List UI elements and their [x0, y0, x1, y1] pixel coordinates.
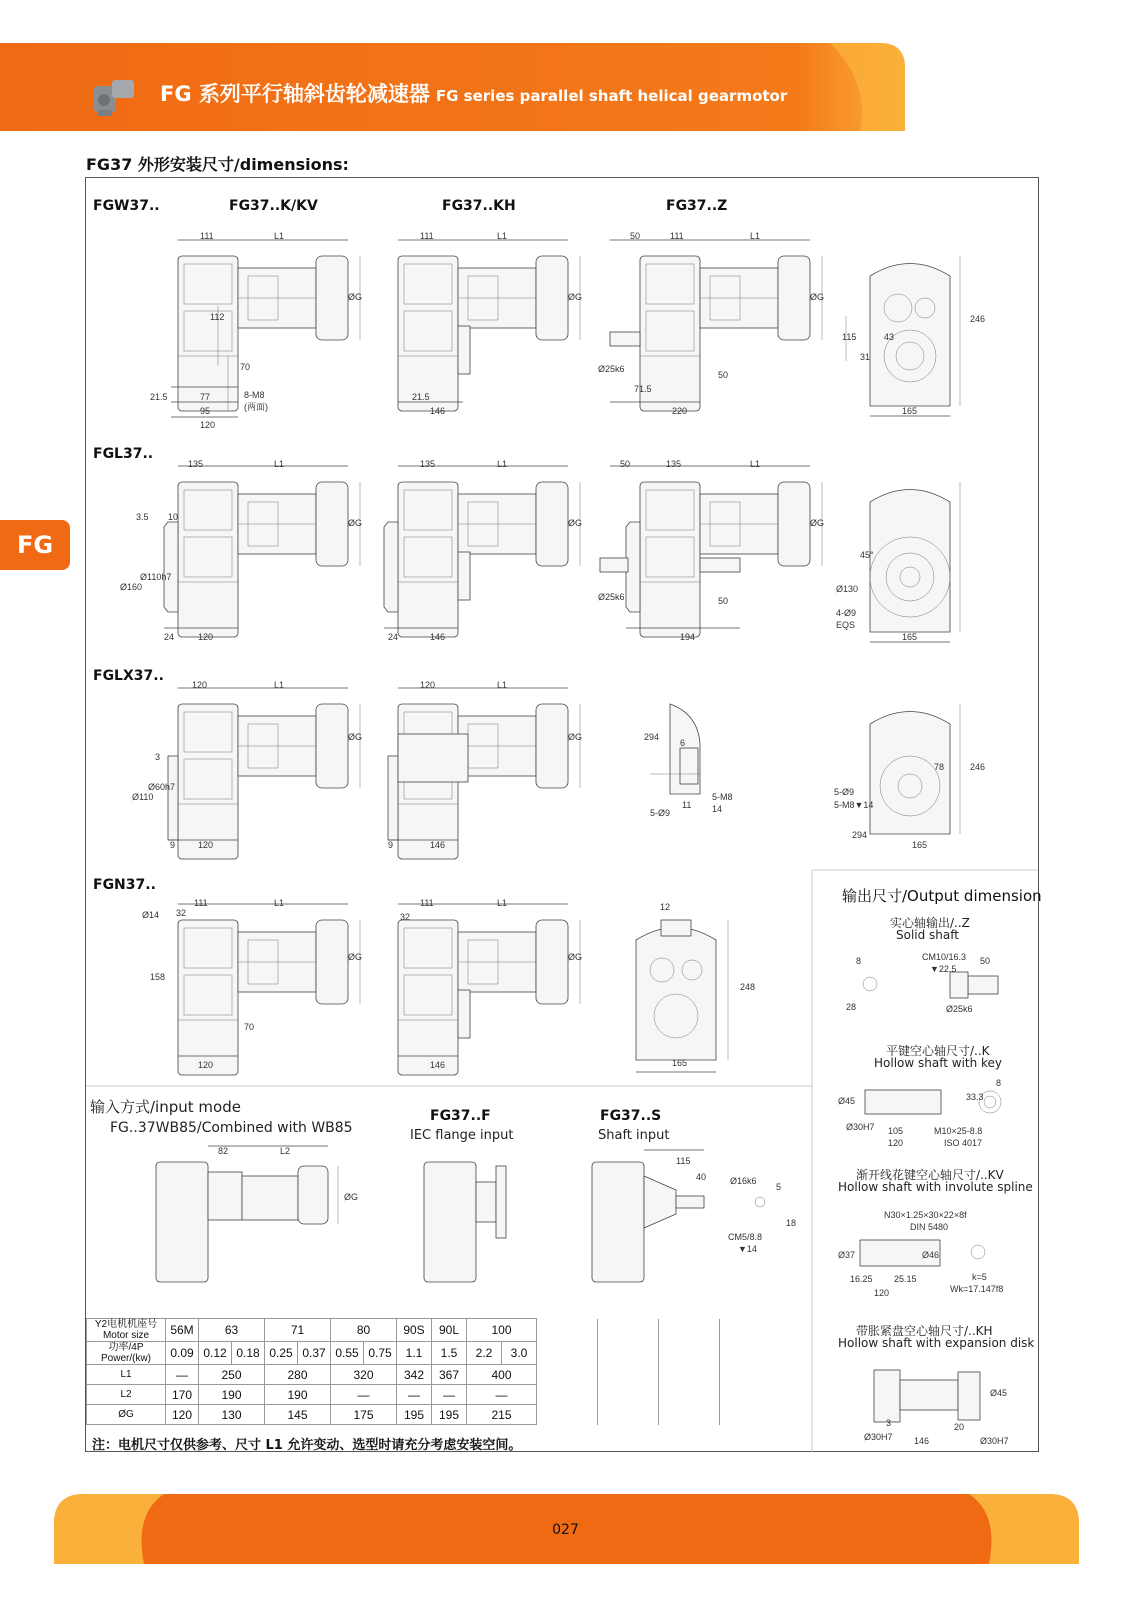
dim-s-5: 5	[776, 1182, 782, 1192]
table-header-power: 功率/4P Power/(kw)	[87, 1342, 166, 1365]
table-cell: 90S	[397, 1319, 432, 1342]
dim-kh-146: 146	[430, 406, 446, 416]
dim-112: 112	[210, 312, 225, 322]
dim-kh-L1: L1	[497, 231, 508, 241]
table-cell: 170	[166, 1385, 199, 1405]
table-row	[87, 1319, 781, 1342]
dim-lf-eqs: EQS	[836, 620, 856, 630]
dim-n-70: 70	[244, 1022, 255, 1032]
dim-dk-30b: Ø30H7	[980, 1436, 1009, 1446]
dim-dk-3: 3	[886, 1418, 892, 1428]
dim-G: ØG	[348, 292, 363, 302]
table-cell: 120	[166, 1405, 199, 1425]
dim-k-105: 105	[888, 1126, 904, 1136]
table-header-l1: L1	[87, 1365, 166, 1385]
dim-x-G: ØG	[348, 732, 363, 742]
dim-n2-L1: L1	[497, 898, 508, 908]
dim-70: 70	[240, 362, 251, 372]
dim-f-31: 31	[860, 352, 871, 362]
dim-sp-46: Ø46	[922, 1250, 940, 1260]
dim-x4-294: 294	[852, 830, 868, 840]
dim-x3-14: 14	[712, 804, 723, 814]
table-cell: 130	[199, 1405, 265, 1425]
input-mode-title: 输入方式/input mode	[90, 1098, 241, 1116]
label-fglx37: FGLX37..	[93, 668, 164, 684]
table-cell: 342	[397, 1365, 432, 1385]
dim-x4-78: 78	[934, 762, 945, 772]
dim-s-115: 115	[676, 1156, 691, 1166]
dim-o-22-5: ▼22.5	[930, 964, 957, 974]
drawing-fglx37-a	[168, 688, 363, 859]
drawing-hollow-disk	[874, 1370, 980, 1422]
label-fgl37: FGL37..	[93, 446, 154, 462]
dim-kh-111: 111	[420, 231, 434, 241]
drawing-fg37-front	[846, 256, 960, 416]
dim-n3-165: 165	[672, 1058, 688, 1068]
dim-l-160: Ø160	[120, 582, 143, 592]
table-cell: —	[432, 1385, 467, 1405]
dim-l-10: 10	[168, 512, 179, 522]
table-cell: 195	[397, 1405, 432, 1425]
dim-sp-n30: N30×1.25×30×22×8f	[884, 1210, 967, 1220]
dim-95: 95	[200, 406, 211, 416]
dim-x-110: Ø110	[132, 792, 154, 802]
dim-n-158: 158	[150, 972, 166, 982]
dim-8-m8: 8-M8	[244, 390, 265, 400]
dim-l3-50: 50	[620, 459, 631, 469]
dim-111: 111	[200, 231, 214, 241]
table-cell: 71	[265, 1319, 331, 1342]
output-solid-cn: 实心轴输出/..Z	[890, 916, 970, 930]
dim-x2-G: ØG	[568, 732, 583, 742]
table-cell: 280	[265, 1365, 331, 1385]
drawing-wb85	[156, 1146, 338, 1282]
table-row	[87, 1405, 781, 1425]
dim-x-9: 9	[170, 840, 176, 850]
input-mode-f-title: FG37..F	[430, 1108, 491, 1124]
dim-z-G: ØG	[810, 292, 825, 302]
drawing-fgl37-c	[600, 466, 825, 637]
dim-sp-k: k=5	[972, 1272, 987, 1282]
dim-x-120: 120	[192, 680, 208, 690]
dim-lf-4-9: 4-Ø9	[836, 608, 857, 618]
table-cell: 2.2	[467, 1342, 502, 1365]
dim-o-cm10: CM10/16.3	[922, 952, 967, 962]
dim-x2-9: 9	[388, 840, 394, 850]
dim-n2-146: 146	[430, 1060, 446, 1070]
dim-l2-L1: L1	[497, 459, 508, 469]
label-fgn37: FGN37..	[93, 877, 156, 893]
dim-z-50: 50	[630, 231, 641, 241]
table-row	[87, 1385, 781, 1405]
dim-x4-165: 165	[912, 840, 928, 850]
dim-x-60h7: Ø60h7	[148, 782, 176, 792]
dim-x2-120: 120	[420, 680, 436, 690]
dim-8-m8-sides: (两面)	[244, 402, 268, 412]
dim-n3-12: 12	[660, 902, 671, 912]
dim-s-40: 40	[696, 1172, 707, 1182]
drawing-iec-flange	[424, 1162, 506, 1282]
table-cell: —	[166, 1365, 199, 1385]
output-disk-en: Hollow shaft with expansion disk	[838, 1336, 1035, 1350]
dim-f-43: 43	[884, 332, 895, 342]
dim-x-3: 3	[155, 752, 161, 762]
table-cell: 3.0	[502, 1342, 537, 1365]
dim-s-cm5: CM5/8.8	[728, 1232, 763, 1242]
dim-l-135: 135	[188, 459, 204, 469]
dim-k-30: Ø30H7	[846, 1122, 875, 1132]
output-spline-cn: 渐开线花键空心轴尺寸/..KV	[856, 1168, 1004, 1182]
dim-z-220: 220	[672, 406, 688, 416]
dim-x3-5-m8: 5-M8	[712, 792, 733, 802]
table-cell: —	[397, 1385, 432, 1405]
input-mode-s-title: FG37..S	[600, 1108, 662, 1124]
output-key-cn: 平键空心轴尺寸/..K	[886, 1044, 990, 1058]
dim-120: 120	[200, 420, 216, 430]
table-cell: 0.55	[331, 1342, 364, 1365]
dim-n2-111: 111	[420, 898, 434, 908]
output-spline-en: Hollow shaft with involute spline	[838, 1180, 1033, 1194]
dim-x4-246: 246	[970, 762, 986, 772]
dim-dk-30: Ø30H7	[864, 1432, 893, 1442]
dim-l3-25k6: Ø25k6	[598, 592, 625, 602]
dim-n-32: 32	[176, 908, 187, 918]
drawing-fgn37-b	[398, 904, 583, 1075]
side-tab: FG	[0, 520, 70, 570]
page-subtitle: FG37 外形安装尺寸/dimensions:	[86, 155, 349, 174]
table-cell: 0.09	[166, 1342, 199, 1365]
input-mode-wb85: FG..37WB85/Combined with WB85	[110, 1120, 353, 1136]
table-cell: 215	[467, 1405, 537, 1425]
dim-l2-146: 146	[430, 632, 446, 642]
dim-l-L1: L1	[274, 459, 285, 469]
table-cell: 100	[467, 1319, 537, 1342]
label-fg37-kh: FG37..KH	[442, 198, 516, 214]
dim-n-111: 111	[194, 898, 208, 908]
table-cell: 190	[199, 1385, 265, 1405]
drawing-shaft-input	[592, 1150, 765, 1282]
dim-n-120: 120	[198, 1060, 214, 1070]
table-cell: 145	[265, 1405, 331, 1425]
dim-x3-5-9: 5-Ø9	[650, 808, 671, 818]
motor-spec-table	[86, 1318, 780, 1425]
dim-kh-21-5: 21.5	[412, 392, 430, 402]
dim-s-14: ▼14	[738, 1244, 757, 1254]
table-cell: 0.37	[298, 1342, 331, 1365]
dim-s-18: 18	[786, 1218, 797, 1228]
dim-k-45: Ø45	[838, 1096, 856, 1106]
dim-dk-45: Ø45	[990, 1388, 1008, 1398]
drawing-solid-shaft	[863, 972, 998, 998]
dim-n2-32: 32	[400, 912, 411, 922]
drawing-fglx37-b	[388, 688, 583, 859]
drawing-fglx37-section	[650, 704, 700, 794]
dim-l-120: 120	[198, 632, 214, 642]
table-cell: 195	[432, 1405, 467, 1425]
dim-dk-20: 20	[954, 1422, 965, 1432]
dim-o-8: 8	[856, 956, 862, 966]
output-dimension-title: 输出尺寸/Output dimension	[842, 887, 1042, 905]
table-cell: 0.25	[265, 1342, 298, 1365]
dim-k-33-3: 33.3	[966, 1092, 984, 1102]
dim-f-246: 246	[970, 314, 986, 324]
dim-z-50b: 50	[718, 370, 729, 380]
dim-wb-82: 82	[218, 1146, 229, 1156]
drawing-fgw37	[171, 240, 363, 417]
dim-x2-146: 146	[430, 840, 446, 850]
drawing-fg37-kh	[398, 240, 583, 411]
dim-n2-G: ØG	[568, 952, 583, 962]
dim-kh-G: ØG	[568, 292, 583, 302]
dim-x2-L1: L1	[497, 680, 508, 690]
dim-x4-5-9: 5-Ø9	[834, 787, 855, 797]
input-mode-s-sub: Shaft input	[598, 1128, 670, 1143]
dim-z-71-5: 71.5	[634, 384, 652, 394]
dim-n3-248: 248	[740, 982, 756, 992]
output-solid-en: Solid shaft	[896, 928, 959, 942]
dim-f-165: 165	[902, 406, 918, 416]
drawing-fgn37-front	[636, 920, 728, 1072]
drawing-fgl37-front	[870, 482, 960, 642]
dim-k-8: 8	[996, 1078, 1002, 1088]
table-header-l2: L2	[87, 1385, 166, 1405]
dim-sp-din: DIN 5480	[910, 1222, 949, 1232]
dim-sp-120: 120	[874, 1288, 890, 1298]
dim-sp-wk: Wk=17.147f8	[950, 1284, 1004, 1294]
drawing-fgl37-a	[164, 466, 363, 637]
label-fg37-z: FG37..Z	[666, 198, 728, 214]
table-cell: 320	[331, 1365, 397, 1385]
dim-x3-294: 294	[644, 732, 660, 742]
dim-wb-G: ØG	[344, 1192, 359, 1202]
dim-wb-L2: L2	[280, 1146, 291, 1156]
dim-z-L1: L1	[750, 231, 761, 241]
dim-lf-130: Ø130	[836, 584, 859, 594]
label-fgw37: FGW37..	[93, 198, 160, 214]
table-cell: —	[331, 1385, 397, 1405]
dim-z-111: 111	[670, 231, 684, 241]
dim-77: 77	[200, 392, 211, 402]
table-cell: 400	[467, 1365, 537, 1385]
table-cell: 1.1	[397, 1342, 432, 1365]
dim-l3-135: 135	[666, 459, 682, 469]
table-cell: 175	[331, 1405, 397, 1425]
dim-l3-194: 194	[680, 632, 696, 642]
dim-l3-L1: L1	[750, 459, 761, 469]
input-mode-f-sub: IEC flange input	[410, 1128, 514, 1143]
table-cell: 250	[199, 1365, 265, 1385]
dim-l3-G: ØG	[810, 518, 825, 528]
dim-s-16k6: Ø16k6	[730, 1176, 757, 1186]
table-cell: 190	[265, 1385, 331, 1405]
dim-n-14: Ø14	[142, 910, 160, 920]
dim-k-iso: ISO 4017	[944, 1138, 983, 1148]
table-header-g: ØG	[87, 1405, 166, 1425]
dim-k-120: 120	[888, 1138, 904, 1148]
dim-o-28: 28	[846, 1002, 857, 1012]
dim-n-G: ØG	[348, 952, 363, 962]
dim-sp-37: Ø37	[838, 1250, 856, 1260]
dim-21-5: 21.5	[150, 392, 168, 402]
dim-l2-G: ØG	[568, 518, 583, 528]
dim-k-m10: M10×25-8.8	[934, 1126, 983, 1136]
dim-l-110h7: Ø110h7	[140, 572, 172, 582]
table-row	[87, 1342, 781, 1365]
table-cell: 90L	[432, 1319, 467, 1342]
footnote: 注：电机尺寸仅供参考、尺寸 L1 允许变动、选型时请充分考虑安装空间。	[92, 1438, 522, 1453]
dim-lf-45: 45°	[860, 550, 874, 560]
dim-l2-135: 135	[420, 459, 436, 469]
table-header-motor-size: Y2电机机座号 Motor size	[87, 1319, 166, 1342]
drawing-fgl37-b	[384, 466, 583, 637]
drawing-fglx37-front	[870, 704, 960, 834]
table-cell: 367	[432, 1365, 467, 1385]
dim-o-50: 50	[980, 956, 991, 966]
dim-n-L1: L1	[274, 898, 285, 908]
drawing-fgn37-a	[178, 904, 363, 1075]
dim-l-3-5: 3.5	[136, 512, 149, 522]
dim-sp-25-15: 25.15	[894, 1274, 917, 1284]
dim-x-L1: L1	[274, 680, 285, 690]
header-title: FG 系列平行轴斜齿轮减速器 FG series parallel shaft helical gearmotor	[160, 82, 788, 106]
page-number: 027	[552, 1522, 579, 1538]
dim-l2-24: 24	[388, 632, 399, 642]
table-cell: 0.75	[364, 1342, 397, 1365]
dim-x4-5-m8: 5-M8▼14	[834, 800, 874, 810]
output-disk-cn: 带胀紧盘空心轴尺寸/..KH	[856, 1324, 993, 1338]
table-row	[87, 1365, 781, 1385]
label-fg37-k-kv: FG37..K/KV	[229, 198, 318, 214]
dim-sp-16-25: 16.25	[850, 1274, 873, 1284]
table-cell: 80	[331, 1319, 397, 1342]
dim-lf-165: 165	[902, 632, 918, 642]
dim-l3-50b: 50	[718, 596, 729, 606]
dim-l-G: ØG	[348, 518, 363, 528]
table-cell: 63	[199, 1319, 265, 1342]
dim-x3-11: 11	[682, 800, 692, 810]
table-cell: 1.5	[432, 1342, 467, 1365]
dim-x3-6: 6	[680, 738, 686, 748]
dim-dk-146: 146	[914, 1436, 930, 1446]
table-cell: 0.12	[199, 1342, 232, 1365]
table-cell: 0.18	[232, 1342, 265, 1365]
dim-l-24: 24	[164, 632, 175, 642]
dim-z-25k6: Ø25k6	[598, 364, 625, 374]
table-cell: —	[467, 1385, 537, 1405]
dim-f-115: 115	[842, 332, 857, 342]
table-cell: 56M	[166, 1319, 199, 1342]
dim-x-120b: 120	[198, 840, 214, 850]
output-key-en: Hollow shaft with key	[874, 1056, 1003, 1070]
dim-L1: L1	[274, 231, 285, 241]
dim-o-25k6: Ø25k6	[946, 1004, 973, 1014]
